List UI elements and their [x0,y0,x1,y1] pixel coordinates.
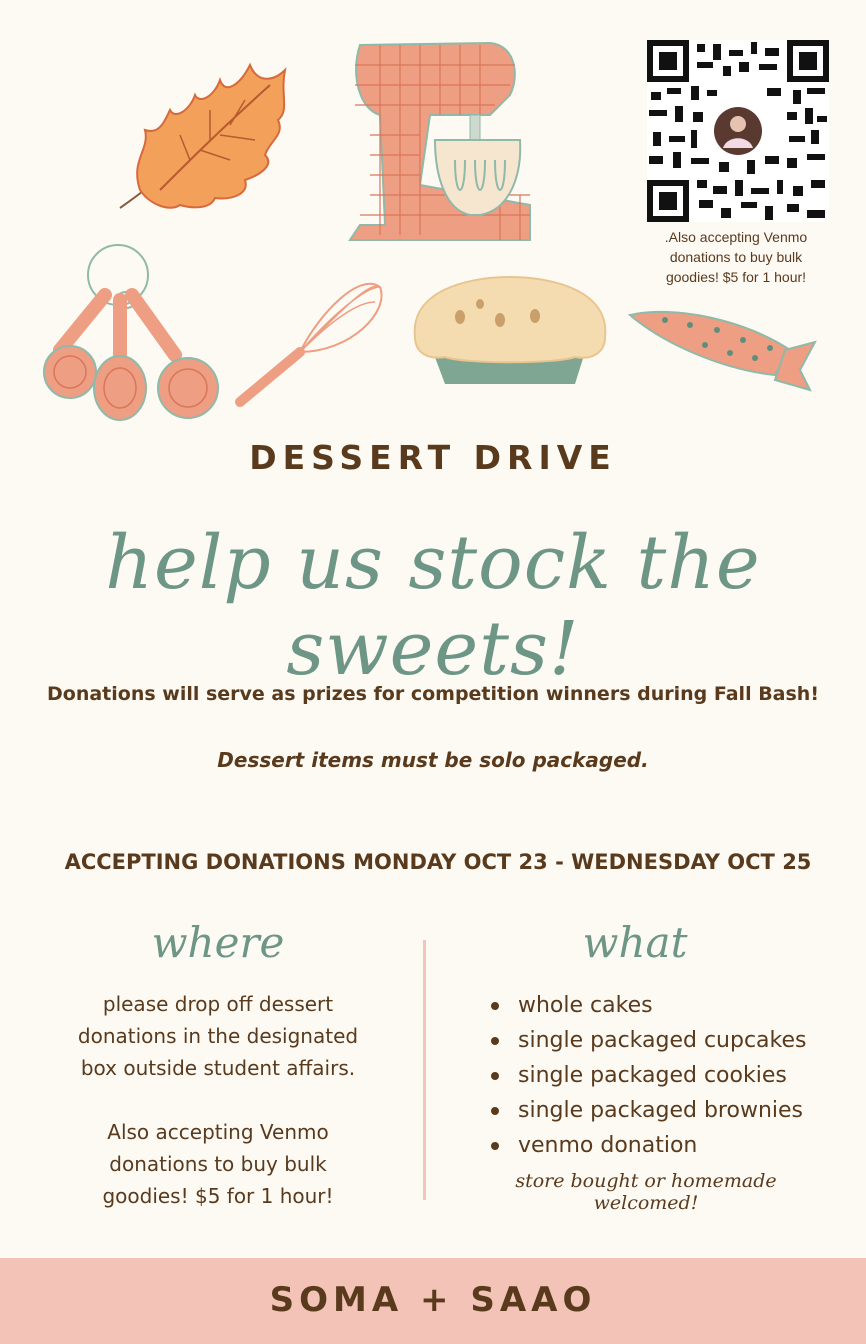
where-line: goodies! $5 for 1 hour! [102,1184,334,1208]
what-note: store bought or homemade welcomed! [515,1170,777,1214]
stand-mixer-icon [340,35,540,245]
piping-bag-icon [625,300,820,400]
page-title: DESSERT DRIVE [249,438,617,477]
qr-caption-line: donations to buy bulk [669,249,803,265]
whisk-icon [230,272,390,412]
qr-caption-line: goodies! $5 for 1 hour! [665,269,807,285]
prizes-text: Donations will serve as prizes for competition winners during Fall Bash! [47,683,819,705]
where-heading: where [151,918,285,967]
where-line: please drop off dessert [102,992,334,1016]
column-divider [423,940,426,1200]
where-line: donations to buy bulk [109,1152,327,1176]
tagline: help us stock the sweets! [105,520,761,692]
measuring-spoons-icon [40,240,230,425]
where-line: box outside student affairs. [80,1056,356,1080]
pie-icon [405,272,615,392]
where-text [58,988,378,1212]
list-item: whole cakes [478,988,838,1023]
list-item: venmo donation [478,1128,838,1163]
what-list [478,988,838,1163]
qr-caption [648,227,824,287]
what-heading: what [582,918,688,967]
qr-caption-line: .Also accepting Venmo [664,229,808,245]
where-line: donations in the designated [77,1024,359,1048]
where-line: Also accepting Venmo [107,1120,329,1144]
donation-dates: ACCEPTING DONATIONS MONDAY OCT 23 - WEDNESDAY OCT 25 [64,850,812,874]
qr-code-icon[interactable] [647,40,829,222]
list-item: single packaged cookies [478,1058,838,1093]
list-item: single packaged cupcakes [478,1023,838,1058]
packaging-note: Dessert items must be solo packaged. [217,748,649,772]
list-item: single packaged brownies [478,1093,838,1128]
oak-leaf-icon [100,40,300,220]
footer-text: SOMA + SAAO [269,1280,597,1320]
